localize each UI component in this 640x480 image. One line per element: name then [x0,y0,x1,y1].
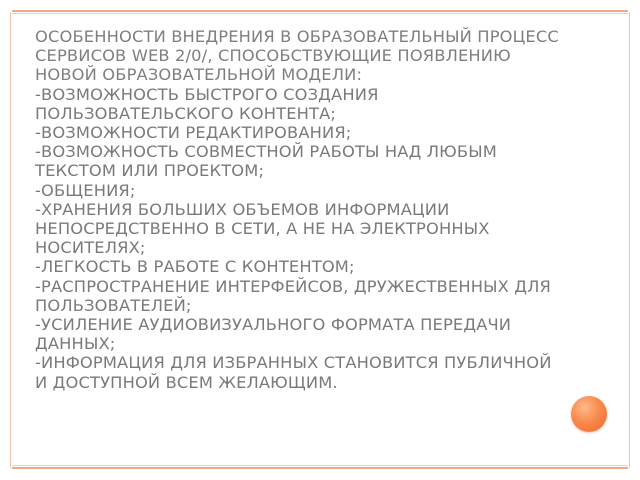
slide-text-line: ДАННЫХ; [35,334,116,354]
slide-text-line: -ИНФОРМАЦИЯ ДЛЯ ИЗБРАННЫХ СТАНОВИТСЯ ПУБЛИЧНОЙ [35,353,552,373]
slide-text-line: НОСИТЕЛЯХ; [35,238,146,258]
orange-circle-icon [571,396,607,432]
slide-text-line: -ЛЕГКОСТЬ В РАБОТЕ С КОНТЕНТОМ; [35,257,355,277]
slide-text-line: -ВОЗМОЖНОСТЬ БЫСТРОГО СОЗДАНИЯ [35,84,379,104]
right-border-edge [629,12,630,468]
top-border-stripe-inner [12,13,628,14]
bottom-border-stripe-inner [12,465,628,466]
slide-text-line: ОСОБЕННОСТИ ВНЕДРЕНИЯ В ОБРАЗОВАТЕЛЬНЫЙ ПРОЦЕСС [35,27,559,46]
slide-text-line: НЕПОСРЕДСТВЕННО В СЕТИ, А НЕ НА ЭЛЕКТРОННЫХ [35,219,490,239]
slide-text-line: -ВОЗМОЖНОСТЬ СОВМЕСТНОЙ РАБОТЫ НАД ЛЮБЫМ [35,142,497,162]
slide-text-line: И ДОСТУПНОЙ ВСЕМ ЖЕЛАЮЩИМ. [35,372,338,392]
slide-text-line: -УСИЛЕНИЕ АУДИОВИЗУАЛЬНОГО ФОРМАТА ПЕРЕДАЧИ [35,315,512,335]
slide-text-line: НОВОЙ ОБРАЗОВАТЕЛЬНОЙ МОДЕЛИ: [35,65,363,85]
slide-text-line: -ХРАНЕНИЯ БОЛЬШИХ ОБЪЕМОВ ИНФОРМАЦИИ [35,199,450,219]
left-border-edge [10,12,11,468]
slide-text-block [35,27,595,392]
top-border-stripe [12,10,628,12]
slide-text-line: СЕРВИСОВ WEB 2/0/, СПОСОБСТВУЮЩИЕ ПОЯВЛЕНИЮ [35,46,511,66]
slide-text-line: ПОЛЬЗОВАТЕЛЕЙ; [35,295,192,315]
slide-text-line: -ВОЗМОЖНОСТИ РЕДАКТИРОВАНИЯ; [35,123,352,143]
slide-text-line: -РАСПРОСТРАНЕНИЕ ИНТЕРФЕЙСОВ, ДРУЖЕСТВЕННЫХ ДЛЯ [35,276,551,296]
slide-text-line: ПОЛЬЗОВАТЕЛЬСКОГО КОНТЕНТА; [35,103,337,123]
slide-text-line: -ОБЩЕНИЯ; [35,180,136,200]
bottom-border-stripe [12,467,628,469]
slide-text-line: ТЕКСТОМ ИЛИ ПРОЕКТОМ; [35,161,265,181]
